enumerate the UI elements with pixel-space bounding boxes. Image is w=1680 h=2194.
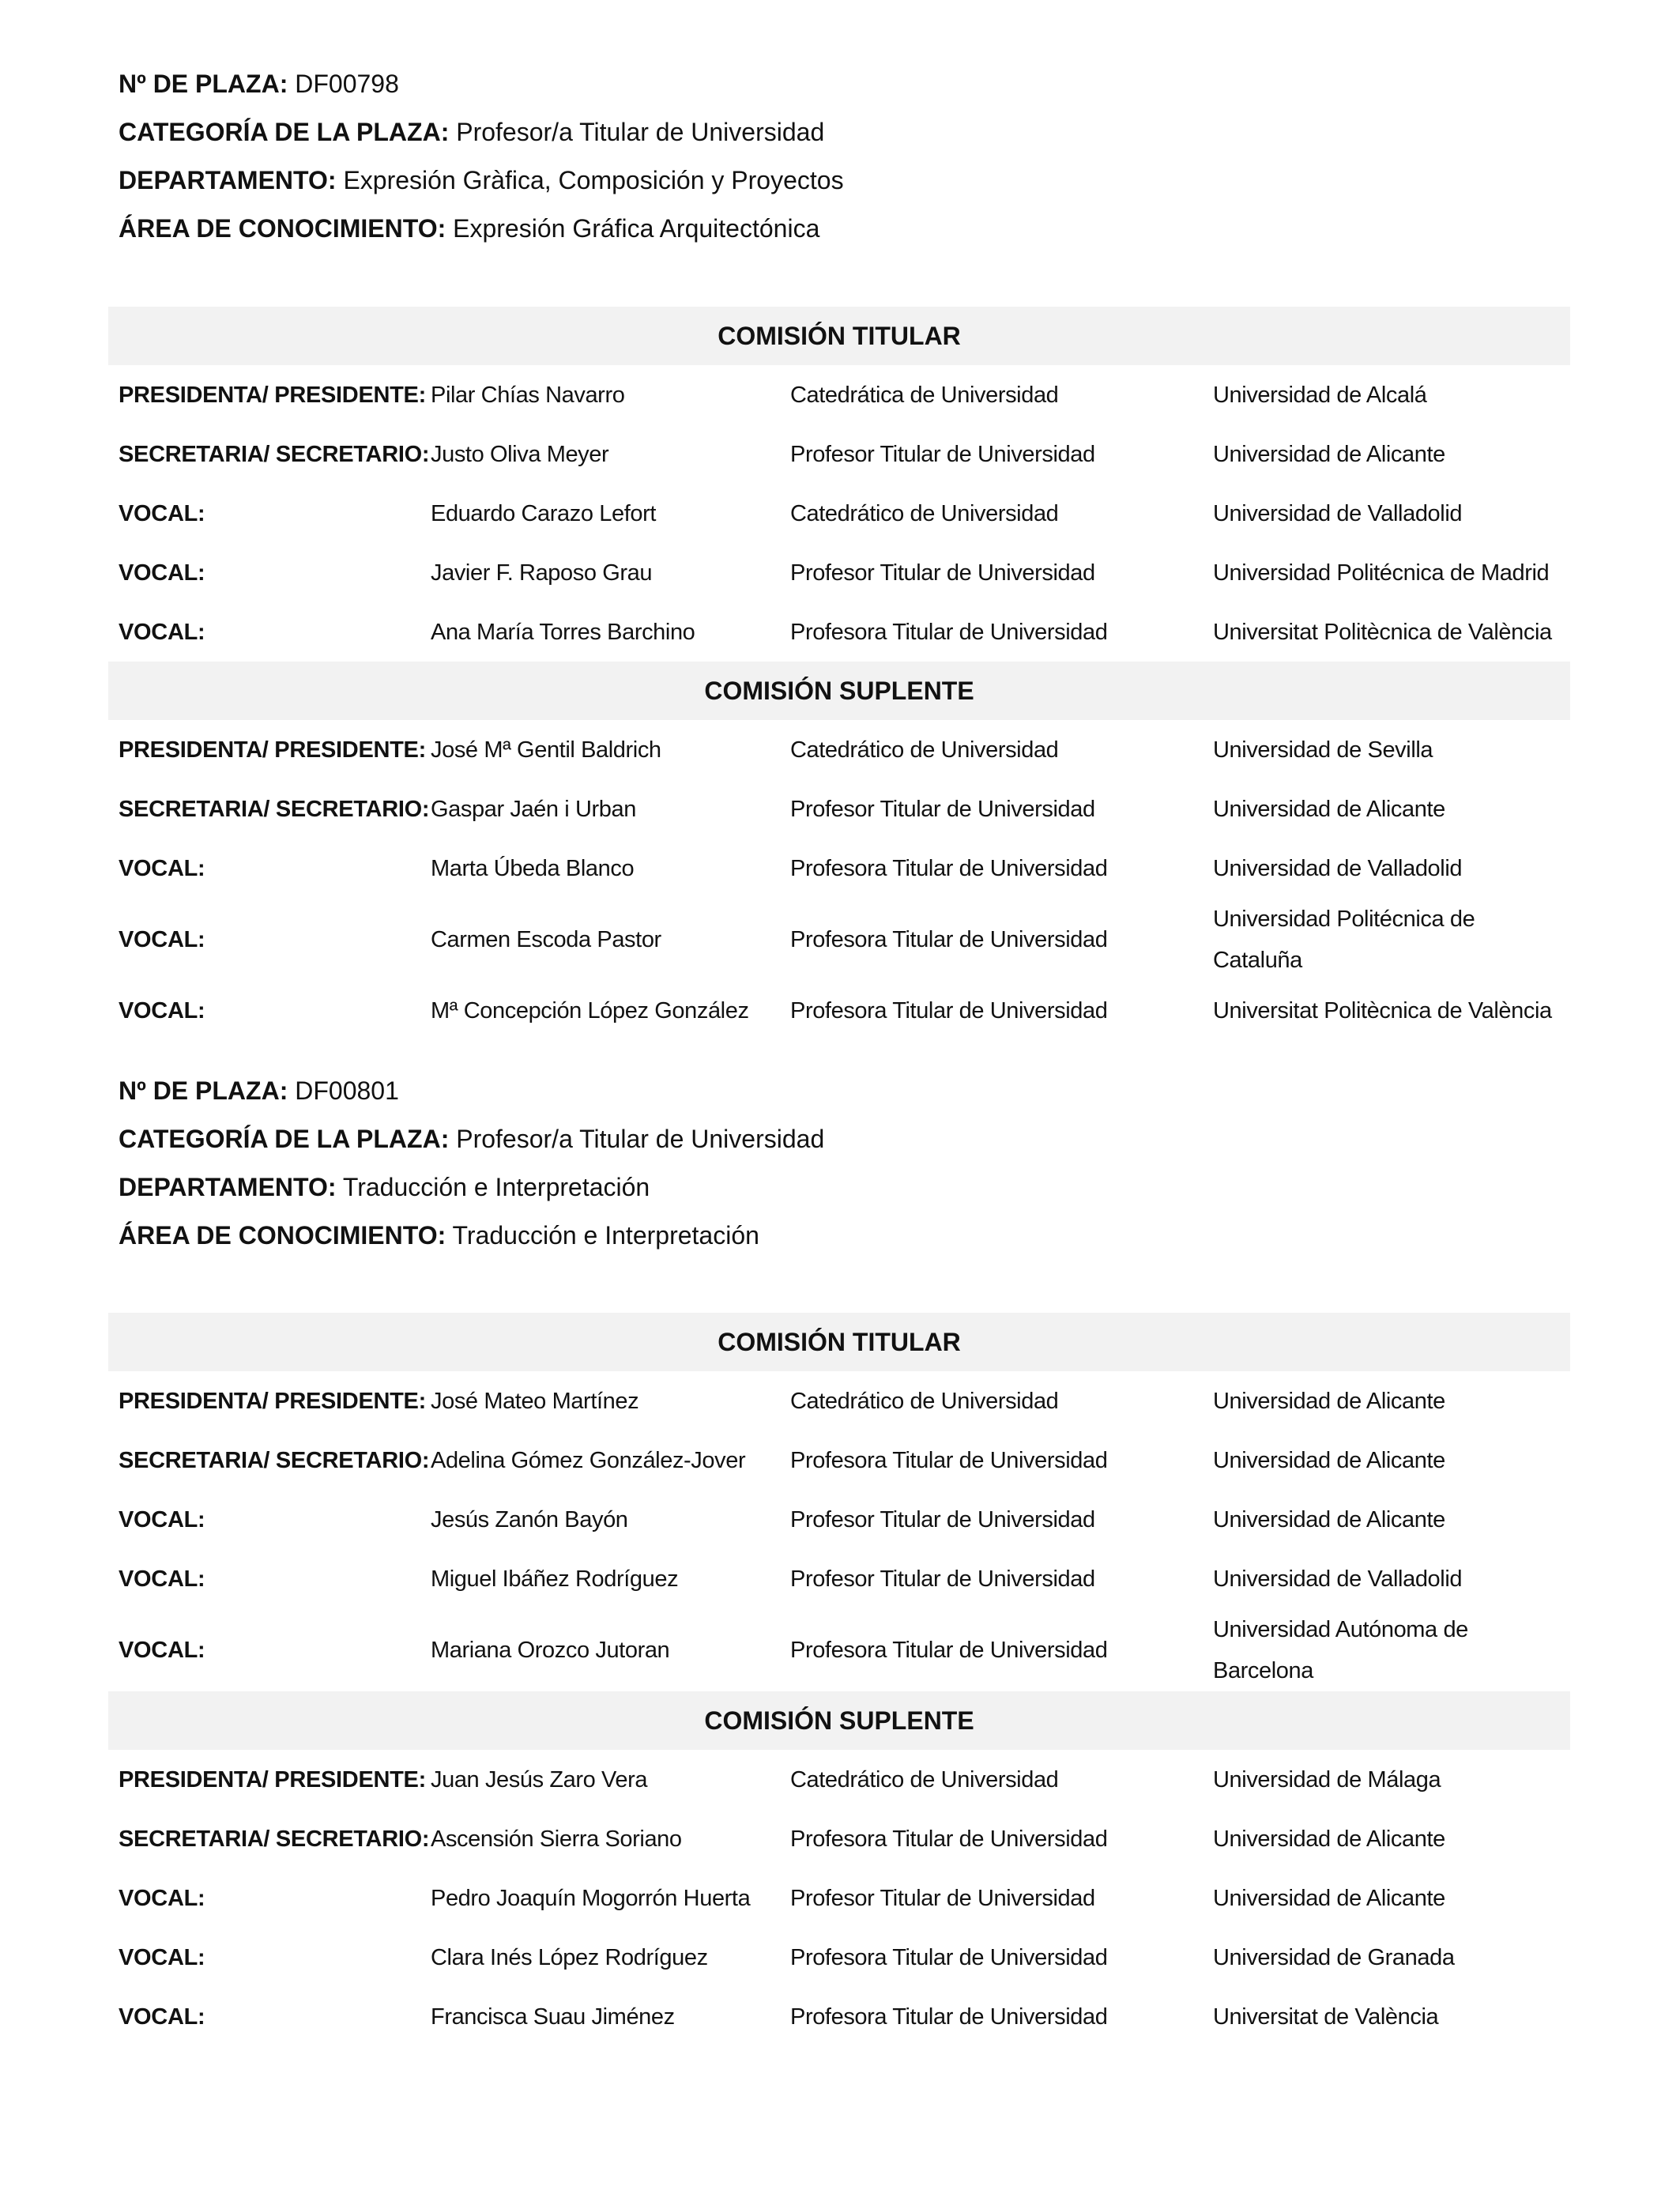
member-university: Universidad de Valladolid [1213,855,1463,881]
area-line [119,1212,1620,1260]
member-role: VOCAL: [119,2004,205,2030]
plaza-number-label: Nº DE PLAZA: [119,1076,288,1105]
plaza-header-1 [119,60,1620,253]
table-row [108,484,1570,543]
member-role: VOCAL: [119,560,205,586]
member-category: Profesor Titular de Universidad [790,441,1095,467]
titular-heading-row [108,1313,1570,1371]
department-label: DEPARTAMENTO: [119,166,337,194]
department-line [119,1163,1620,1212]
member-category: Profesor Titular de Universidad [790,796,1095,822]
department-value: Expresión Gràfica, Composición y Proyectos [343,166,844,194]
suplente-heading-row [108,662,1570,720]
table-row [108,839,1570,898]
table-row [108,1549,1570,1608]
member-category: Catedrático de Universidad [790,1766,1059,1793]
plaza-category-label: CATEGORÍA DE LA PLAZA: [119,1125,450,1153]
member-category: Catedrático de Universidad [790,1388,1059,1414]
member-university: Universidad de Alicante [1213,796,1445,822]
suplente-heading: COMISIÓN SUPLENTE [108,662,1570,720]
plaza-number-value: DF00798 [295,70,399,98]
member-category: Profesora Titular de Universidad [790,1637,1108,1663]
plaza-category-value: Profesor/a Titular de Universidad [456,118,825,146]
member-category: Profesor Titular de Universidad [790,1506,1095,1532]
department-line [119,156,1620,205]
member-name: Jesús Zanón Bayón [431,1506,628,1532]
member-name: Ana María Torres Barchino [431,619,695,645]
member-name: José Mª Gentil Baldrich [431,737,661,763]
member-name: Pilar Chías Navarro [431,382,625,408]
plaza-category-label: CATEGORÍA DE LA PLAZA: [119,118,450,146]
member-category: Profesora Titular de Universidad [790,1447,1108,1473]
member-role: VOCAL: [119,1637,205,1663]
member-category: Profesora Titular de Universidad [790,2004,1108,2030]
member-name: Justo Oliva Meyer [431,441,609,467]
table-row [108,981,1570,1040]
member-category: Profesora Titular de Universidad [790,997,1108,1023]
titular-heading: COMISIÓN TITULAR [108,1313,1570,1371]
member-category: Profesora Titular de Universidad [790,1826,1108,1852]
member-university: Universidad de Alicante [1213,1885,1445,1911]
department-label: DEPARTAMENTO: [119,1173,337,1201]
member-name: Juan Jesús Zaro Vera [431,1766,648,1793]
suplente-heading: COMISIÓN SUPLENTE [108,1691,1570,1750]
member-role: PRESIDENTA/ PRESIDENTE: [119,1388,426,1414]
member-role: PRESIDENTA/ PRESIDENTE: [119,737,426,763]
member-role: PRESIDENTA/ PRESIDENTE: [119,1766,426,1793]
plaza-header-2 [119,1067,1620,1260]
table-row [108,1371,1570,1431]
member-university: Universidad de Alicante [1213,1447,1445,1473]
member-name: Pedro Joaquín Mogorrón Huerta [431,1885,751,1911]
member-role: VOCAL: [119,619,205,645]
member-name: Francisca Suau Jiménez [431,2004,675,2030]
member-category: Catedrático de Universidad [790,500,1059,526]
member-university: Universidad Politécnica de Madrid [1213,560,1550,586]
member-name: Miguel Ibáñez Rodríguez [431,1566,679,1592]
member-role: SECRETARIA/ SECRETARIO: [119,1826,430,1852]
table-row [108,1809,1570,1868]
plaza-category-value: Profesor/a Titular de Universidad [456,1125,825,1153]
member-name: Marta Úbeda Blanco [431,855,635,881]
plaza-category-line [119,1115,1620,1163]
area-value: Traducción e Interpretación [452,1221,759,1250]
plaza-number-line [119,60,1620,108]
member-university: Universidad de Sevilla [1213,737,1433,763]
member-university: Universitat de València [1213,2004,1439,2030]
member-category: Profesora Titular de Universidad [790,855,1108,881]
area-value: Expresión Gráfica Arquitectónica [453,214,820,243]
table-row [108,1928,1570,1987]
table-row [108,1608,1570,1691]
member-university: Universidad de Alicante [1213,441,1445,467]
table-row [108,1987,1570,2046]
member-role: VOCAL: [119,855,205,881]
titular-heading: COMISIÓN TITULAR [108,307,1570,365]
table-row [108,779,1570,839]
member-role: VOCAL: [119,926,205,952]
member-university: Universidad de Alicante [1213,1826,1445,1852]
member-university: Universidad de Valladolid [1213,500,1463,526]
table-row [108,543,1570,602]
member-university: Universidad Autónoma de Barcelona [1213,1616,1468,1683]
member-role: VOCAL: [119,1885,205,1911]
member-category: Profesor Titular de Universidad [790,560,1095,586]
member-name: Eduardo Carazo Lefort [431,500,656,526]
table-row [108,1868,1570,1928]
suplente-heading-row [108,1691,1570,1750]
member-name: José Mateo Martínez [431,1388,639,1414]
member-category: Profesora Titular de Universidad [790,926,1108,952]
table-row [108,1750,1570,1809]
table-row [108,1490,1570,1549]
member-university: Universidad de Valladolid [1213,1566,1463,1592]
plaza-number-line [119,1067,1620,1115]
area-label: ÁREA DE CONOCIMIENTO: [119,214,446,243]
commission-table-1 [108,307,1570,1040]
member-name: Javier F. Raposo Grau [431,560,653,586]
member-role: SECRETARIA/ SECRETARIO: [119,441,430,467]
member-category: Catedrática de Universidad [790,382,1059,408]
table-row [108,365,1570,424]
member-role: VOCAL: [119,1506,205,1532]
table-row [108,1431,1570,1490]
member-name: Clara Inés López Rodríguez [431,1944,708,1970]
member-university: Universidad de Alicante [1213,1506,1445,1532]
area-line [119,205,1620,253]
member-university: Universitat Politècnica de València [1213,997,1552,1023]
member-role: VOCAL: [119,1566,205,1592]
member-category: Profesor Titular de Universidad [790,1885,1095,1911]
member-name: Mariana Orozco Jutoran [431,1637,670,1663]
member-name: Adelina Gómez González-Jover [431,1447,746,1473]
commission-table-2 [108,1313,1570,2046]
plaza-number-label: Nº DE PLAZA: [119,70,288,98]
table-row [108,898,1570,981]
plaza-category-line [119,108,1620,156]
member-role: SECRETARIA/ SECRETARIO: [119,796,430,822]
member-university: Universitat Politècnica de València [1213,619,1552,645]
table-row [108,424,1570,484]
member-role: VOCAL: [119,1944,205,1970]
member-university: Universidad de Málaga [1213,1766,1441,1793]
area-label: ÁREA DE CONOCIMIENTO: [119,1221,446,1250]
member-category: Profesora Titular de Universidad [790,619,1108,645]
member-name: Mª Concepción López González [431,997,749,1023]
member-university: Universidad de Granada [1213,1944,1455,1970]
member-role: PRESIDENTA/ PRESIDENTE: [119,382,426,408]
department-value: Traducción e Interpretación [342,1173,650,1201]
member-category: Profesor Titular de Universidad [790,1566,1095,1592]
member-name: Ascensión Sierra Soriano [431,1826,682,1852]
member-role: VOCAL: [119,997,205,1023]
member-university: Universidad Politécnica de Cataluña [1213,906,1475,973]
member-name: Gaspar Jaén i Urban [431,796,636,822]
member-university: Universidad de Alicante [1213,1388,1445,1414]
table-row [108,720,1570,779]
member-name: Carmen Escoda Pastor [431,926,661,952]
member-university: Universidad de Alcalá [1213,382,1427,408]
member-category: Catedrático de Universidad [790,737,1059,763]
titular-heading-row [108,307,1570,365]
member-role: SECRETARIA/ SECRETARIO: [119,1447,430,1473]
member-category: Profesora Titular de Universidad [790,1944,1108,1970]
member-role: VOCAL: [119,500,205,526]
table-row [108,602,1570,662]
plaza-number-value: DF00801 [295,1076,399,1105]
